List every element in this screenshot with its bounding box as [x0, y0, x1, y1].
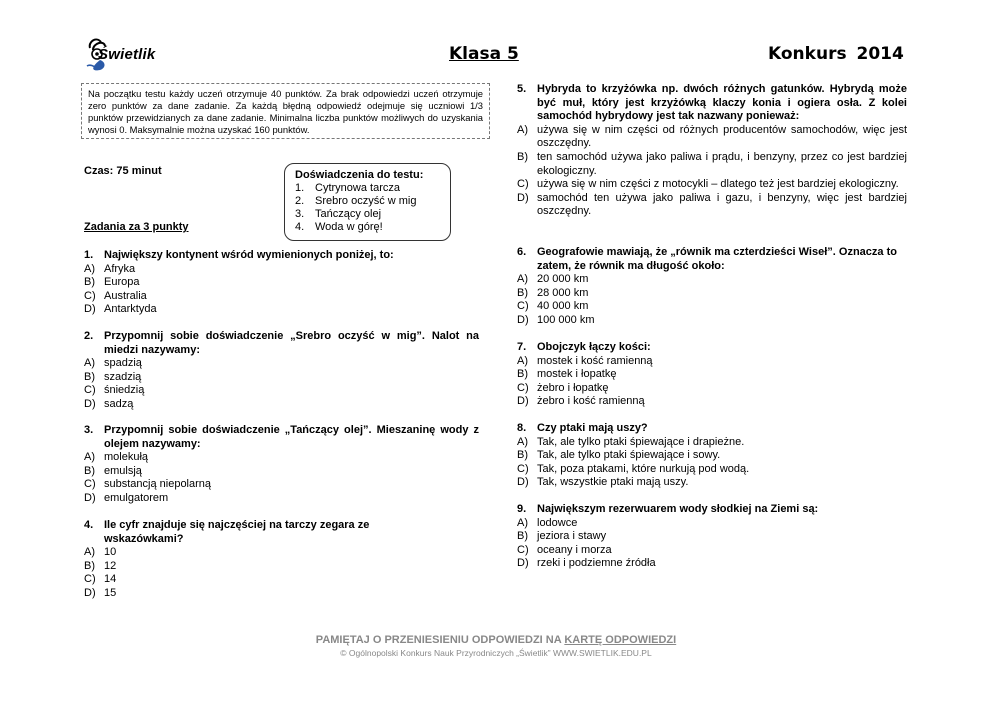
answer-option: A) mostek i kość ramienną [517, 354, 653, 367]
answer-option: B) ten samochód używa jako paliwa i prądu, i benzyny, przez co jest bardziej ekologiczny. [517, 150, 907, 177]
answer-option: A) molekułą [84, 451, 149, 464]
question-9: 9. Największym rezerwuarem wody słodkiej na Ziemi są: A) lodowce B) jeziora i stawy C) oceany i morza D) rzeki i podziemne źródła [517, 503, 907, 571]
question-1: 1. Największy kontynent wśród wymienionych poniżej, to: A) Afryka B) Europa C) Australia D) Antarktyda [84, 249, 479, 317]
question-6: 6. Geografowie mawiają, że „równik ma czterdzieści Wiseł”. Oznacza to zatem, że równik ma długość około: A) 20 000 km B) 28 000 km C) 40 000 km D) 100 000 km [517, 246, 907, 328]
question-3: 3. Przypomnij sobie doświadczenie „Tańczący olej”. Mieszaninę wody z olejem nazywamy: A) molekułą B) emulsją C) substancją niepolarną D) emulgatorem [84, 424, 479, 504]
answer-option: C) 40 000 km [517, 300, 589, 313]
answer-option: A) lodowce [517, 516, 578, 529]
section-heading: Zadania za 3 punkty [84, 221, 189, 233]
footer-copyright: © Ogólnopolski Konkurs Nauk Przyrodniczych „Świetlik” WWW.SWIETLIK.EDU.PL [340, 648, 652, 658]
experiments-box [284, 163, 451, 241]
experiment-item: 4. Woda w górę! [295, 221, 383, 233]
experiment-item: 1. Cytrynowa tarcza [295, 182, 400, 194]
answer-option: C) substancją niepolarną [84, 478, 212, 491]
answer-option: B) 12 [84, 559, 117, 572]
answer-option: B) emulsją [84, 464, 142, 477]
answer-option: B) 28 000 km [517, 286, 589, 299]
question-8: 8. Czy ptaki mają uszy? A) Tak, ale tylko ptaki śpiewające i drapieżne. B) Tak, ale tylko ptaki śpiewające i sowy. C) Tak, poza ptakami, które nurkują pod wodą. D) Tak, wszystkie ptaki mają uszy. [517, 422, 907, 490]
question-4: 4. Ile cyfr znajduje się najczęściej na tarczy zegara ze wskazówkami? A) 10 B) 12 C) 14 D) 15 [84, 519, 404, 601]
answer-option: C) oceany i morza [517, 543, 612, 556]
answer-option: A) spadzią [84, 357, 142, 370]
answer-option: B) Europa [84, 276, 140, 289]
rules-box: Na początku testu każdy uczeń otrzymuje 40 punktów. Za brak odpowiedzi uczeń otrzymuje zero punktów za dane zadanie. Za każdą błędną odpowiedź odejmuje się uczniowi 1/3 punktów przewidzianych za dane zadanie. Minimalna liczba punktów możliwych do uzyskania wynosi 0. Maksymalnie można uzyskać 160 punktów. [81, 83, 490, 139]
answer-option: B) jeziora i stawy [517, 530, 607, 543]
answer-option: D) Antarktyda [84, 303, 157, 316]
contest-title: Konkurs 2014 [768, 44, 904, 64]
answer-option: D) żebro i kość ramienną [517, 395, 645, 408]
answer-option: D) rzeki i podziemne źródła [517, 557, 656, 570]
answer-option: B) szadzią [84, 370, 142, 383]
class-title: Klasa 5 [449, 44, 519, 64]
experiment-item: 3. Tańczący olej [295, 208, 382, 220]
answer-option: D) 15 [84, 586, 117, 599]
question-7: 7. Obojczyk łączy kości: A) mostek i kość ramienną B) mostek i łopatkę C) żebro i łopatkę D) żebro i kość ramienną [517, 341, 907, 409]
answer-option: A) 10 [84, 546, 117, 559]
experiment-item: 2. Srebro oczyść w mig [295, 195, 417, 207]
answer-option: A) 20 000 km [517, 273, 589, 286]
answer-option: D) sadzą [84, 397, 134, 410]
question-5: 5. Hybryda to krzyżówka np. dwóch różnych gatunków. Hybrydą może być muł, który jest krzyżówką klaczy konia i ogiera osła. Z kolei samochód hybrydowy jest tak nazwany ponieważ: A) używa się w nim części od różnych producentów samochodów, więc jest oszczędny. B) ten samochód używa jako paliwa i prądu, i benzyny, przez co jest bardziej ekologiczny. C) używa się w nim części z motocykli – dlatego też jest bardziej ekologiczny. D) samochód ten używa jako paliwa i gazu, i benzyny, więc jest bardziej oszczędny. [517, 83, 907, 218]
question-2: 2. Przypomnij sobie doświadczenie „Srebro oczyść w mig”. Nalot na miedzi nazywamy: A) spadzią B) szadzią C) śniedzią D) sadzą [84, 330, 479, 410]
answer-option: C) Tak, poza ptakami, które nurkują pod wodą. [517, 462, 750, 475]
answer-option: D) emulgatorem [84, 491, 169, 504]
time-limit: Czas: 75 minut [84, 165, 162, 177]
answer-option: D) 100 000 km [517, 313, 595, 326]
footer-reminder: PAMIĘTAJ O PRZENIESIENIU ODPOWIEDZI NA KARTĘ ODPOWIEDZI [315, 634, 677, 646]
experiments-title: Doświadczenia do testu: [295, 169, 424, 181]
answer-option: C) Australia [84, 289, 147, 302]
answer-option: C) 14 [84, 573, 117, 586]
answer-option: A) Tak, ale tylko ptaki śpiewające i drapieżne. [517, 435, 745, 448]
logo-text: Świetlik [98, 46, 156, 63]
answer-option: A) Afryka [84, 262, 136, 275]
answer-option: C) żebro i łopatkę [517, 381, 609, 394]
answer-option: C) śniedzią [84, 384, 145, 397]
answer-option: D) samochód ten używa jako paliwa i gazu, i benzyny, więc jest bardziej oszczędny. [517, 191, 907, 218]
answer-option: D) Tak, wszystkie ptaki mają uszy. [517, 476, 689, 489]
answer-option: B) Tak, ale tylko ptaki śpiewające i sowy. [517, 449, 721, 462]
answer-option: A) używa się w nim części od różnych producentów samochodów, więc jest oszczędny. [517, 123, 907, 150]
answer-option: C) używa się w nim części z motocykli – dlatego też jest bardziej ekologiczny. [517, 178, 899, 191]
answer-option: B) mostek i łopatkę [517, 368, 617, 381]
